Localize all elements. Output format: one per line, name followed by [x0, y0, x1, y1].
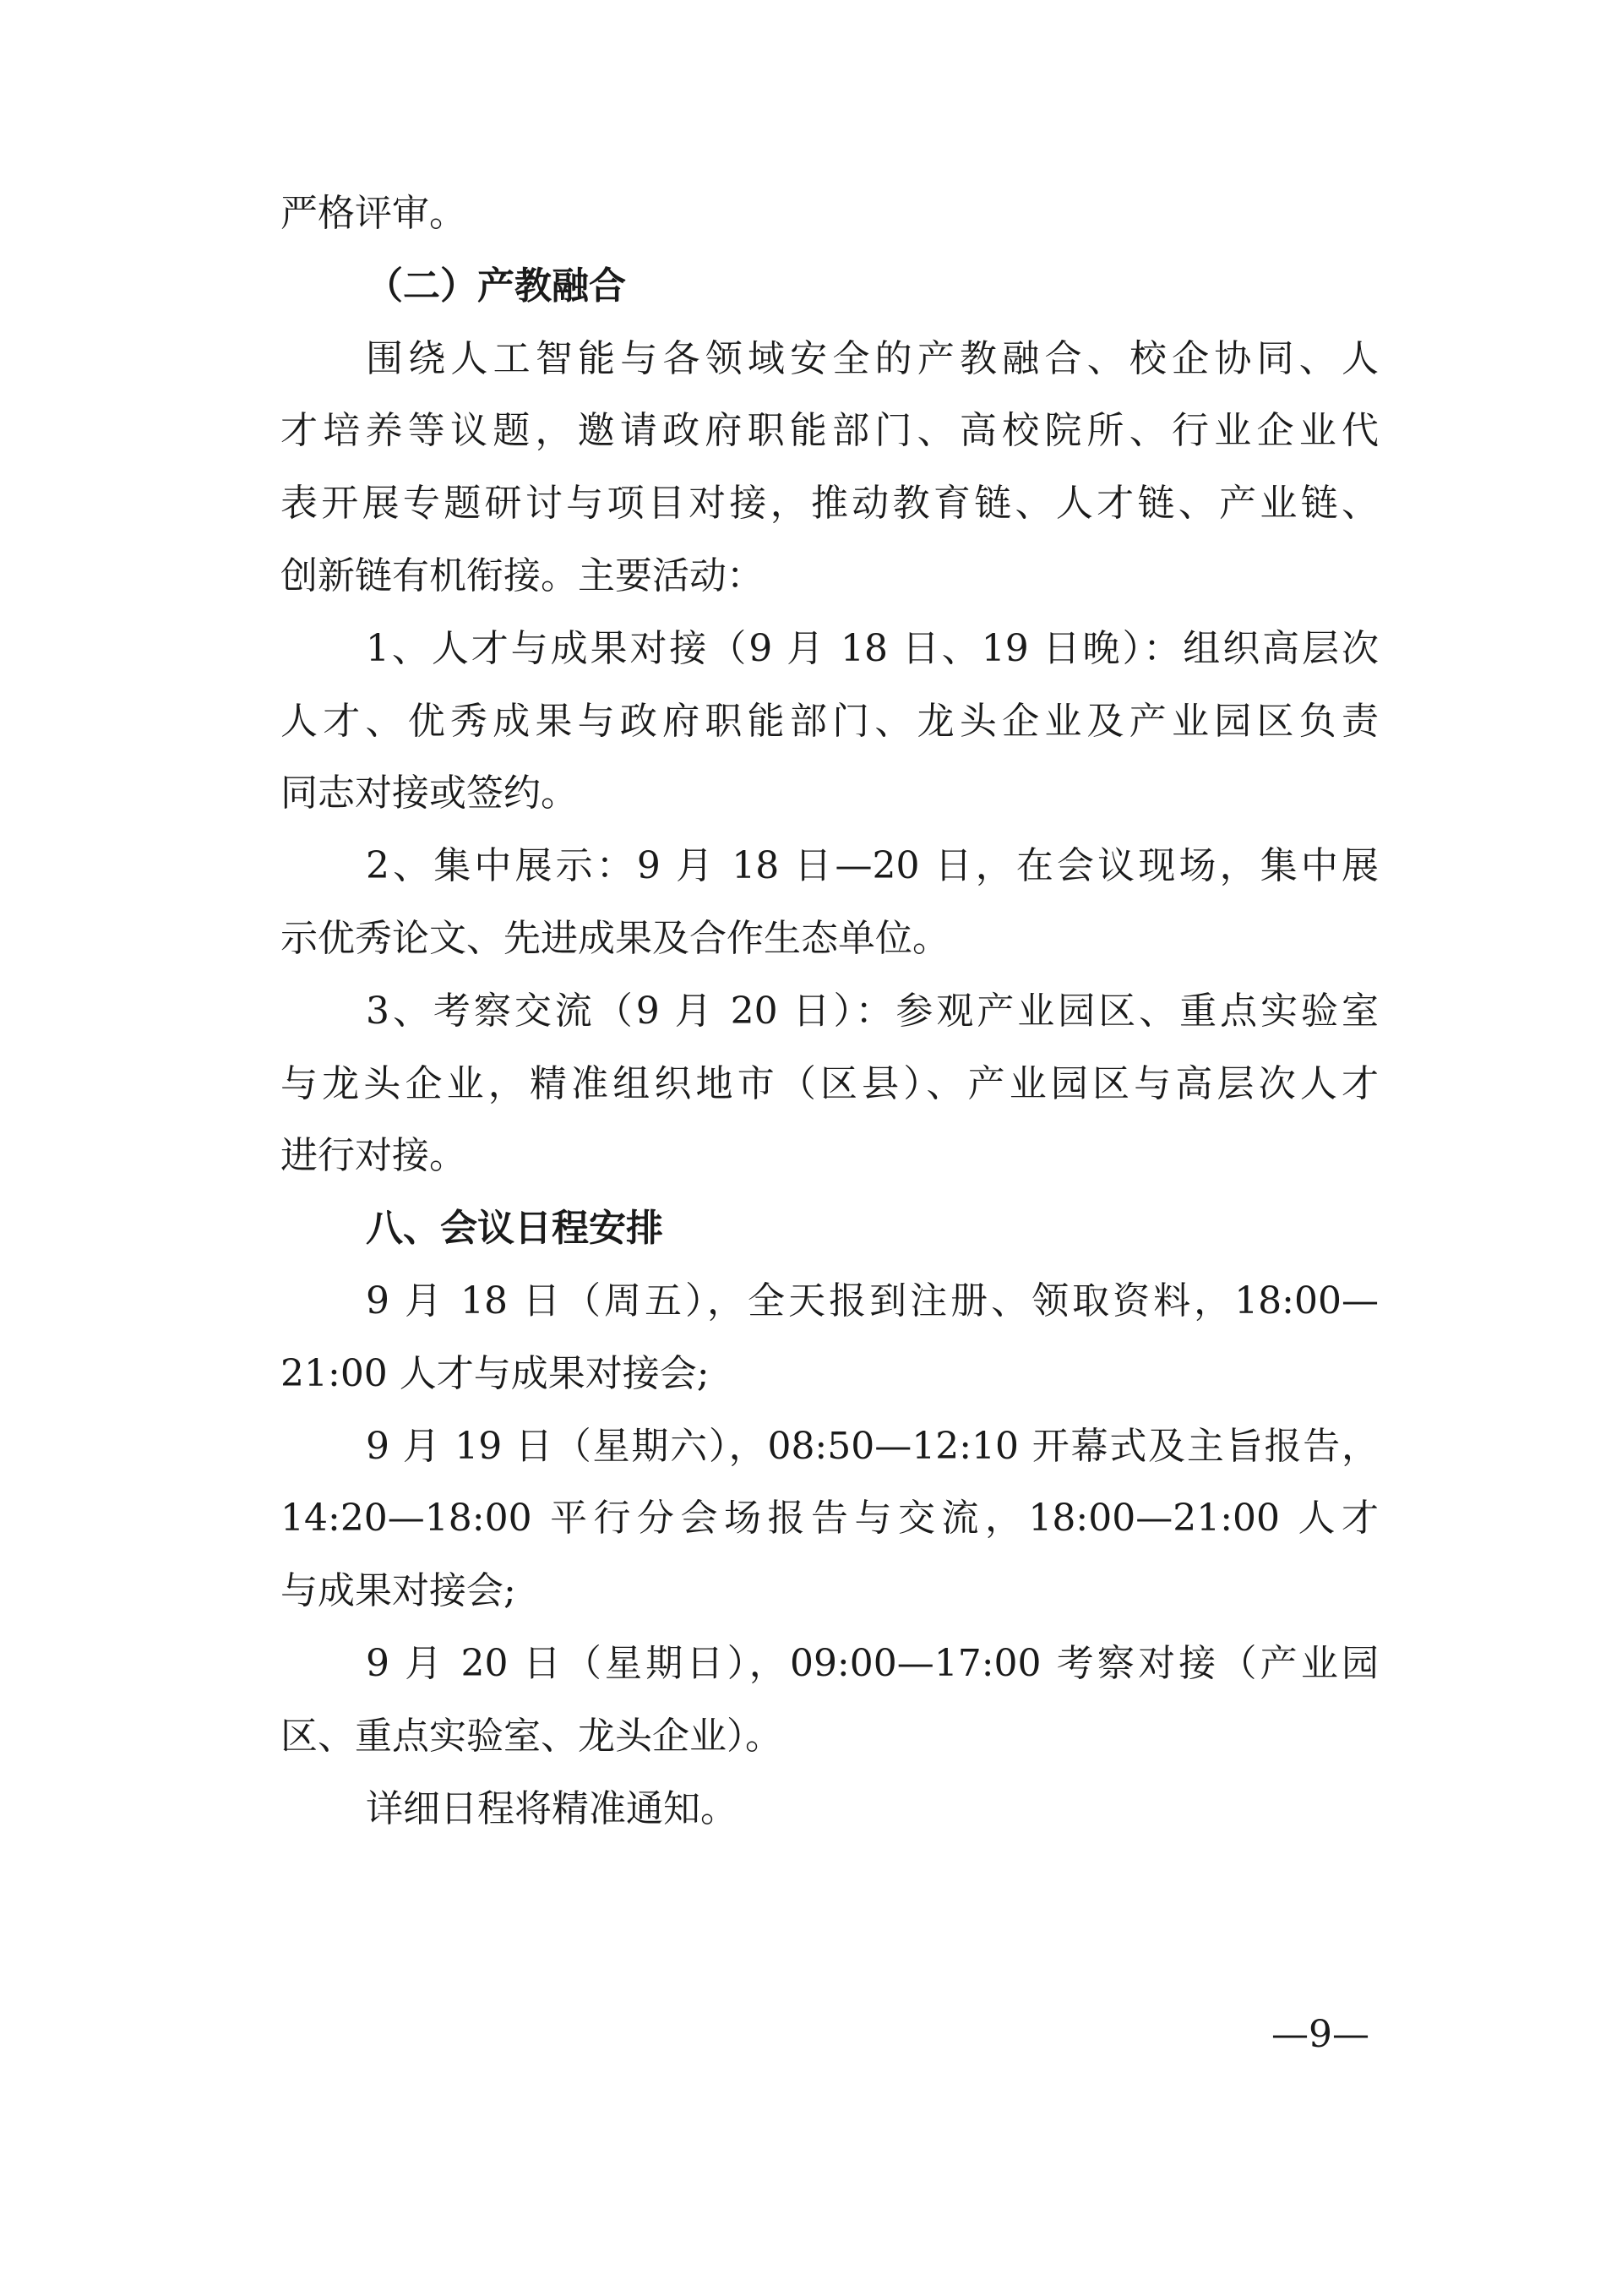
paragraph-line: 表开展专题研讨与项目对接，推动教育链、人才链、产业链、	[280, 482, 1379, 526]
activity-item-3: 3、考察交流（9 月 20 日）：参观产业园区、重点实验室	[366, 989, 1379, 1033]
paragraph-line: 围绕人工智能与各领域安全的产教融合、校企协同、人	[366, 336, 1379, 380]
paragraph-line: 人才、优秀成果与政府职能部门、龙头企业及产业园区负责	[280, 699, 1379, 743]
closing-note: 详细日程将精准通知。	[366, 1786, 738, 1830]
paragraph-line: 14:20—18:00 平行分会场报告与交流，18:00—21:00 人才	[280, 1497, 1379, 1541]
page-number: —9—	[1271, 2013, 1369, 2056]
section-heading-industry-education: （二）产教融合	[366, 264, 626, 308]
paragraph-line: 区、重点实验室、龙头企业）。	[280, 1714, 782, 1758]
paragraph-line: 与龙头企业，精准组织地市（区县）、产业园区与高层次人才	[280, 1061, 1379, 1105]
paragraph-line: 创新链有机衔接。主要活动：	[280, 554, 764, 597]
paragraph-line: 21:00 人才与成果对接会;	[280, 1351, 710, 1395]
paragraph-line: 与成果对接会;	[280, 1569, 516, 1613]
activity-item-2: 2、集中展示：9 月 18 日—20 日，在会议现场，集中展	[366, 844, 1379, 888]
section-heading-schedule: 八、会议日程安排	[366, 1207, 663, 1251]
document-body	[280, 177, 1379, 1845]
schedule-day-1: 9 月 18 日（周五），全天报到注册、领取资料，18:00—	[366, 1279, 1379, 1323]
paragraph-line: 同志对接或签约。	[280, 772, 578, 815]
paragraph-line: 严格评审。	[280, 192, 466, 235]
activity-item-1: 1、人才与成果对接（9 月 18 日、19 日晚）：组织高层次	[366, 626, 1379, 670]
paragraph-line: 才培养等议题，邀请政府职能部门、高校院所、行业企业代	[280, 409, 1379, 453]
paragraph-line: 示优秀论文、先进成果及合作生态单位。	[280, 916, 950, 960]
schedule-day-3: 9 月 20 日（星期日），09:00—17:00 考察对接（产业园	[366, 1641, 1379, 1685]
paragraph-line: 进行对接。	[280, 1134, 466, 1178]
schedule-day-2: 9 月 19 日（星期六），08:50—12:10 开幕式及主旨报告，	[366, 1424, 1379, 1468]
